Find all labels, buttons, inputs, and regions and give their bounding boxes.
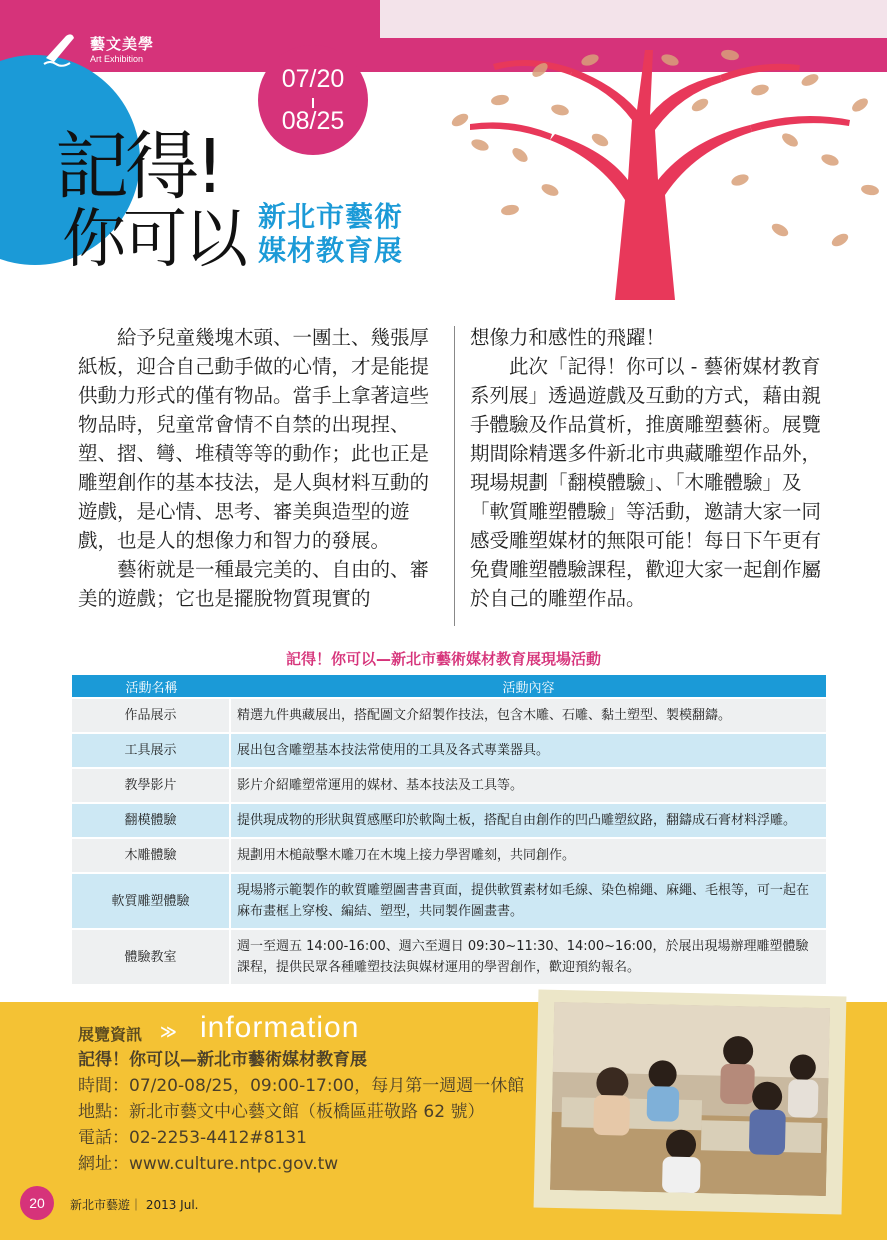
info-heading: 展覽資訊 <box>78 1025 143 1044</box>
table-row <box>72 874 826 928</box>
activity-name: 作品展示 <box>72 699 231 732</box>
table-row <box>72 804 826 837</box>
subtitle <box>258 200 403 268</box>
title-line-1: 記得! <box>55 124 221 210</box>
date-badge <box>258 45 368 155</box>
photo-frame <box>534 990 847 1215</box>
activity-content: 現場將示範製作的軟質雕塑圖書書頁面，提供軟質素材如毛線、染色棉繩、麻繩、毛根等，可一起在麻布畫框上穿梭、編結、塑型，共同製作圖畫書。 <box>231 874 826 928</box>
info-place: 地點：新北市藝文中心藝文館（板橋區莊敬路 62 號） <box>78 1102 485 1122</box>
column-header-name: 活動名稱 <box>72 675 231 697</box>
section-label-en: Art Exhibition <box>90 54 144 64</box>
table-row <box>72 930 826 984</box>
double-chevron-icon: ≫ <box>160 1022 177 1041</box>
info-heading-en: information <box>200 1011 360 1044</box>
article-right-column <box>470 323 832 613</box>
activity-name: 教學影片 <box>72 769 231 802</box>
activity-content: 規劃用木槌敲擊木雕刀在木塊上接力學習雕刻，共同創作。 <box>231 839 826 872</box>
brush-icon <box>38 30 80 70</box>
article-left-column <box>78 323 438 613</box>
title-line-2: 你可以 <box>62 203 245 277</box>
info-phone: 電話：02-2253-4412#8131 <box>78 1128 307 1148</box>
subtitle-line-1: 新北市藝術 <box>258 200 404 233</box>
info-title: 記得！你可以—新北市藝術媒材教育展 <box>78 1050 367 1070</box>
activity-name: 工具展示 <box>72 734 231 767</box>
column-divider <box>454 326 455 626</box>
activity-name: 翻模體驗 <box>72 804 231 837</box>
activity-name: 軟質雕塑體驗 <box>72 874 231 928</box>
activity-name: 木雕體驗 <box>72 839 231 872</box>
activity-content: 週一至週五 14:00-16:00、週六至週日 09:30~11:30、14:00~16:00，於展出現場辦理雕塑體驗課程，提供民眾各種雕塑技法與媒材運用的學習創作，歡迎預約報名。 <box>231 930 826 984</box>
subtitle-line-2: 媒材教育展 <box>258 234 404 267</box>
activities-table <box>72 673 826 986</box>
date-end: 08/25 <box>281 107 345 135</box>
table-row <box>72 769 826 802</box>
activity-content: 展出包含雕塑基本技法常使用的工具及各式專業器具。 <box>231 734 826 767</box>
article-paragraph: 此次「記得！你可以 - 藝術媒材教育系列展」透過遊戲及互動的方式，藉由親手體驗及作品賞析，推廣雕塑藝術。展覽期間除精選多件新北市典藏雕塑作品外，現場規劃「翻模體驗」、「木雕體驗」及「軟質雕塑體驗」等活動，邀請大家一同感受雕塑媒材的無限可能！每日下午更有免費雕塑體驗課程，歡迎大家一起創作屬於自己的雕塑作品。 <box>470 355 822 610</box>
activity-content: 精選九件典藏展出，搭配圖文介紹製作技法，包含木雕、石雕、黏土塑型、製模翻鑄。 <box>231 699 826 732</box>
activities-table-title: 記得！你可以—新北市藝術媒材教育展現場活動 <box>285 650 601 668</box>
table-header-row <box>72 675 826 697</box>
footer-text: 新北市藝遊｜ 2013 Jul. <box>70 1198 199 1212</box>
table-row <box>72 699 826 732</box>
info-time: 時間：07/20-08/25，09:00-17:00，每月第一週週一休館 <box>78 1076 525 1096</box>
article-paragraph: 給予兒童幾塊木頭、一團土、幾張厚紙板，迎合自己動手做的心情，才是能提供動力形式的僅有物品。當手上拿著這些物品時，兒童常會情不自禁的出現捏、塑、摺、彎、堆積等等的動作；此也正是雕塑創作的基本技法，是人與材料互動的遊戲，是心情、思考、審美與造型的遊戲，也是人的想像力和智力的發展。 <box>78 326 430 552</box>
table-row <box>72 734 826 767</box>
classroom-photo <box>550 1002 830 1196</box>
table-row <box>72 839 826 872</box>
article-paragraph: 藝術就是一種最完美的、自由的、審美的遊戲；它也是擺脫物質現實的 <box>78 558 430 610</box>
article-paragraph: 想像力和感性的飛躍！ <box>470 326 666 349</box>
activity-content: 提供現成物的形狀與質感壓印於軟陶土板，搭配自由創作的凹凸雕塑紋路，翻鑄成石膏材料浮雕。 <box>231 804 826 837</box>
page-number: 20 <box>20 1186 54 1220</box>
date-start: 07/20 <box>281 65 345 93</box>
info-website: 網址：www.culture.ntpc.gov.tw <box>78 1154 339 1174</box>
tree-illustration <box>400 30 887 300</box>
activity-content: 影片介紹雕塑常運用的媒材、基本技法及工具等。 <box>231 769 826 802</box>
info-details <box>78 1047 524 1177</box>
activity-name: 體驗教室 <box>72 930 231 984</box>
column-header-content: 活動內容 <box>231 675 826 697</box>
section-label: 藝文美學 <box>90 35 155 53</box>
